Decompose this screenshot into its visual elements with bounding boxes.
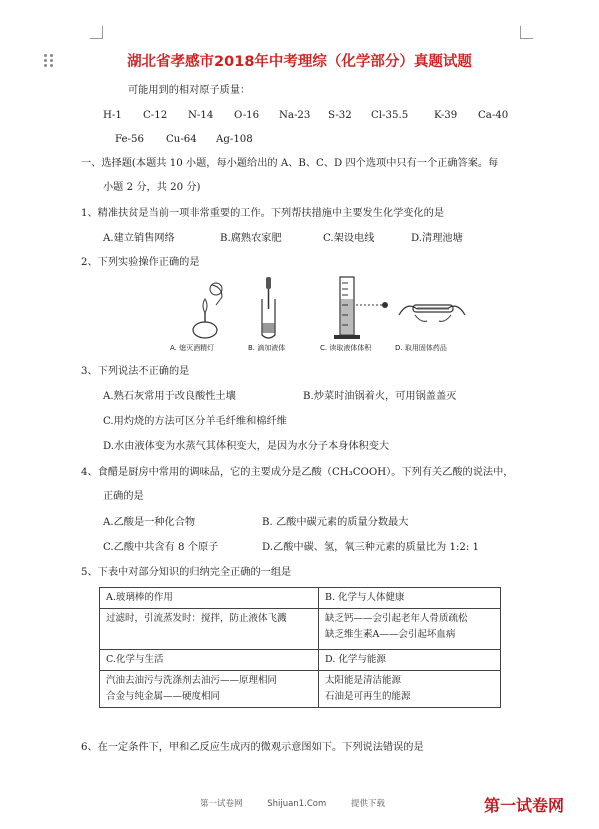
table-line: 石油是可再生的能源 [325, 691, 411, 702]
page-title: 湖北省孝感市2018年中考理综（化学部分）真题试题 [127, 54, 472, 70]
question-1-option-c: C.架设电线 [323, 233, 375, 244]
table-cell-c-body [100, 671, 319, 708]
question-1-stem: 1、精准扶贫是当前一项非常重要的工作。下列帮扶措施中主要发生化学变化的是 [81, 208, 445, 219]
question-4-option-d: D.乙酸中碳、氢，氧三种元素的质量比为 1:2: 1 [262, 542, 480, 553]
atom-mass: N-14 [188, 110, 214, 121]
figure-solid [395, 275, 470, 355]
solid-reagent-icon [395, 275, 470, 343]
table-line: 汽油去油污与洗涤剂去油污——原理相同 [106, 675, 278, 686]
question-1-option-a: A.建立销售网络 [103, 233, 175, 244]
figure-label-d: D. 取用固体药品 [395, 344, 447, 352]
figure-label-c: C. 读取液体体积 [320, 344, 372, 352]
question-5-stem: 5、下表中对部分知识的归纳完全正确的一组是 [81, 567, 292, 578]
table-cell-b-head: B. 化学与人体健康 [319, 588, 501, 609]
question-4-option-c: C.乙酸中共含有 8 个原子 [103, 542, 219, 553]
question-3-stem: 3、下列说法不正确的是 [81, 366, 190, 377]
knowledge-table [99, 587, 501, 708]
page-footer [200, 797, 407, 809]
figure-cylinder [320, 275, 395, 355]
atom-mass: Cu-64 [166, 134, 197, 145]
question-6-stem: 6、在一定条件下，甲和乙反应生成丙的微观示意图如下。下列说法错误的是 [81, 742, 424, 753]
table-line: 缺乏钙——会引起老年人骨质疏松 [325, 613, 468, 624]
figure-alcohol-lamp [170, 275, 245, 355]
dropper-tube-icon [248, 275, 323, 343]
table-cell-b-body [319, 609, 501, 650]
atom-mass: O-16 [234, 110, 260, 121]
atom-mass: K-39 [434, 110, 458, 121]
question-3-option-b: B.炒菜时油锅着火，可用锅盖盖灭 [303, 391, 457, 402]
footer-site-url[interactable]: Shijuan1.Com [267, 799, 327, 809]
section-heading-line-1: 一、选择题(本题共 10 小题，每小题给出的 A、B、C、D 四个选项中只有一个正确答案。每 [81, 158, 499, 169]
question-2-figures [160, 275, 470, 355]
atom-mass: C-12 [143, 110, 168, 121]
question-3-option-c: C.用灼烧的方法可区分羊毛纤维和棉纤维 [103, 416, 287, 427]
graduated-cylinder-icon [320, 275, 395, 343]
table-cell-d-body [319, 671, 501, 708]
question-4-option-a: A.乙酸是一种化合物 [103, 517, 196, 528]
question-4-option-b: B. 乙酸中碳元素的质量分数最大 [262, 517, 409, 528]
question-2-stem: 2、下列实验操作正确的是 [81, 257, 200, 268]
atom-mass: Na-23 [279, 110, 311, 121]
question-4-stem-line-1: 4、食醋是厨房中常用的调味品，它的主要成分是乙酸（CH₃COOH）。下列有关乙酸的说法中， [81, 467, 514, 478]
table-line: 缺乏维生素A——会引起坏血病 [325, 629, 456, 640]
atom-mass: Ca-40 [478, 110, 509, 121]
question-1-option-b: B.腐熟农家肥 [220, 233, 282, 244]
table-cell-d-head: D. 化学与能源 [319, 650, 501, 671]
atom-mass: S-32 [328, 110, 352, 121]
question-3-option-d: D.水由液体变为水蒸气其体积变大，是因为水分子本身体积变大 [103, 441, 390, 452]
atom-mass: Fe-56 [115, 134, 144, 145]
table-line: 过滤时，引流蒸发时：搅拌，防止液体飞溅 [106, 613, 287, 624]
question-4-stem-line-2: 正确的是 [103, 491, 144, 502]
alcohol-lamp-icon [170, 275, 245, 343]
footer-note: 提供下载 [350, 799, 385, 809]
figure-label-a: A. 熄灭酒精灯 [170, 344, 215, 352]
table-cell-a-body [100, 609, 319, 650]
atom-mass: Cl-35.5 [371, 110, 409, 121]
atom-mass: Ag-108 [216, 134, 253, 145]
table-line: 太阳能是清洁能源 [325, 675, 402, 686]
margin-corner-left [90, 26, 103, 39]
table-cell-c-head: C.化学与生活 [100, 650, 319, 671]
brand-watermark: 第一试卷网 [484, 796, 565, 815]
atom-mass: H-1 [103, 110, 122, 121]
question-3-option-a: A.熟石灰常用于改良酸性土壤 [103, 391, 236, 402]
figure-dropper [248, 275, 323, 355]
table-cell-a-head: A.玻璃棒的作用 [100, 588, 319, 609]
footer-site-name: 第一试卷网 [200, 799, 243, 809]
question-1-option-d: D.清理池塘 [411, 233, 463, 244]
section-heading-line-2: 小题 2 分，共 20 分) [103, 182, 201, 193]
figure-label-b: B. 滴加液体 [248, 344, 286, 352]
margin-corner-right [520, 26, 533, 39]
atom-intro: 可能用到的相对原子质量： [128, 85, 251, 96]
table-line: 合金与纯金属——硬度相同 [106, 691, 221, 702]
